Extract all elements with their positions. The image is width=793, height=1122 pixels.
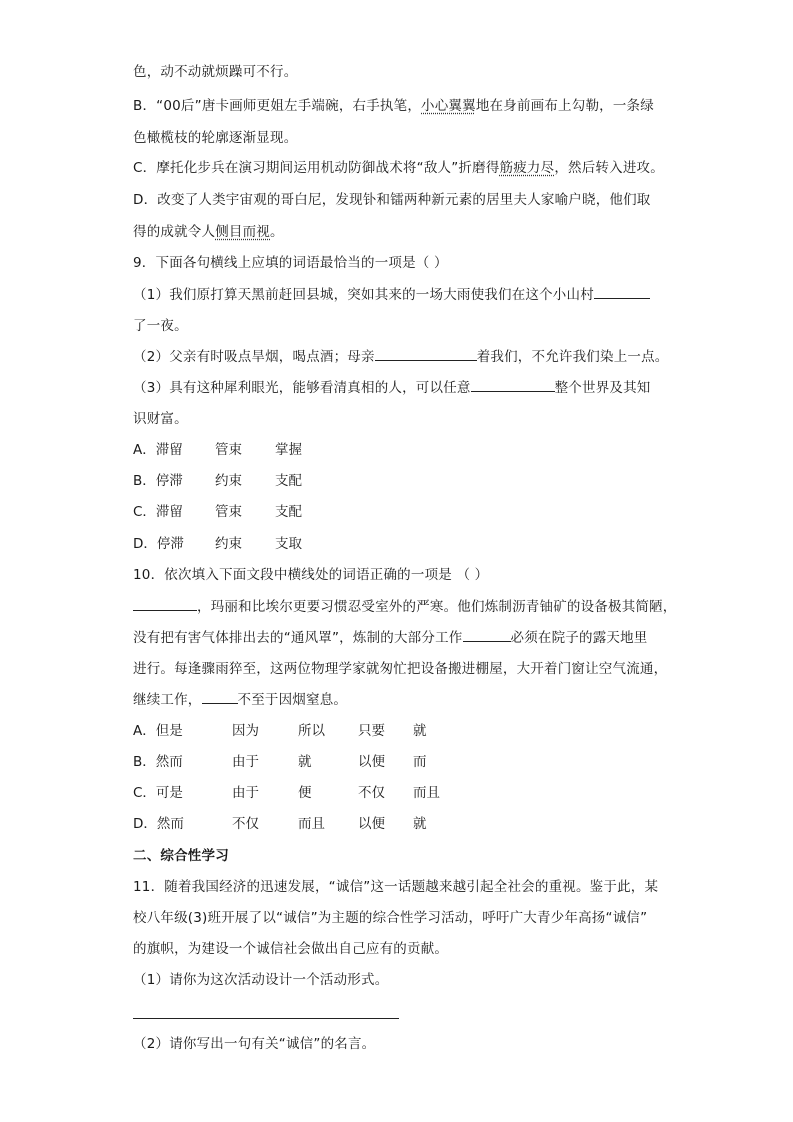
q10-option-c-word-4: 不仅 xyxy=(358,785,385,801)
q9-sentence-1-line-2: 了一夜。 xyxy=(133,318,188,334)
q10-option-d-word-2: 不仅 xyxy=(232,816,259,832)
q9-option-c-word-3: 支配 xyxy=(275,504,302,520)
q8-b-dotted-word: 小心翼翼 xyxy=(421,98,476,114)
q8-c-dotted-word: 筋疲力尽 xyxy=(499,160,555,176)
q9-s2-rest: 着我们，不允许我们染上一点。 xyxy=(476,349,669,365)
q8-c-text: C．摩托化步兵在演习期间运用机动防御战术将“敌人”折磨得 xyxy=(133,160,500,176)
q9-sentence-3 xyxy=(133,378,651,398)
q9-option-a-word-3: 掌握 xyxy=(275,442,302,458)
q10-option-b-word-3: 就 xyxy=(298,754,312,770)
q10-option-b-word-4: 以便 xyxy=(358,754,385,770)
q10-blank-2[interactable] xyxy=(463,628,511,642)
q10-option-a[interactable]: A．但是 xyxy=(133,723,183,739)
q9-blank-3[interactable] xyxy=(471,378,555,392)
q10-option-a-word-4: 只要 xyxy=(358,723,385,739)
q9-sentence-2 xyxy=(133,347,669,367)
q10-passage-line-3: 进行。每逢骤雨猝至，这两位物理学家就匆忙把设备搬进棚屋，大开着门窗让空气流通， xyxy=(133,661,668,677)
q8-option-d: D．改变了人类宇宙观的哥白尼，发现钋和镭两种新元素的居里夫人家喻户晓，他们取 xyxy=(133,192,651,208)
q10-p2-rest: 必须在院子的露天地里 xyxy=(510,630,648,646)
q10-option-c-word-3: 便 xyxy=(298,785,312,801)
q10-p1-text: ，玛丽和比埃尔更要习惯忍受室外的严寒。他们炼制沥青铀矿的设备极其简陋， xyxy=(197,599,677,615)
q10-passage-line-4 xyxy=(133,690,347,710)
q10-option-a-word-5: 就 xyxy=(413,723,427,739)
answer-line[interactable] xyxy=(133,1018,399,1019)
q8-line-1: 色，动不动就烦躁可不行。 xyxy=(133,64,298,80)
q9-blank-1[interactable] xyxy=(594,285,650,299)
q9-option-a-word-2: 管束 xyxy=(215,442,242,458)
q9-option-a[interactable]: A．滞留 xyxy=(133,442,183,458)
q10-passage-line-2 xyxy=(133,628,648,648)
q9-option-c-word-2: 管束 xyxy=(215,504,242,520)
q10-stem: 10．依次填入下面文段中横线处的词语正确的一项是 （ ） xyxy=(133,567,489,583)
q9-s2-text: （2）父亲有时吸点旱烟，喝点酒；母亲 xyxy=(133,349,375,365)
q9-blank-2[interactable] xyxy=(375,347,477,361)
q10-p2-text: 没有把有害气体排出去的“通风罩”，炼制的大部分工作 xyxy=(133,630,463,646)
q9-s3-text: （3）具有这种犀利眼光，能够看清真相的人，可以任意 xyxy=(133,380,471,396)
q8-c-rest: ，然后转入进攻。 xyxy=(554,160,664,176)
q10-blank-1[interactable] xyxy=(133,597,197,611)
q9-option-d[interactable]: D．停滞 xyxy=(133,536,184,552)
q9-option-b[interactable]: B．停滞 xyxy=(133,473,183,489)
section-heading: 二、综合性学习 xyxy=(133,848,229,864)
q10-option-d-word-4: 以便 xyxy=(358,816,385,832)
q10-p4-text: 继续工作， xyxy=(133,692,202,708)
q9-option-d-word-2: 约束 xyxy=(215,536,242,552)
q10-option-d-word-5: 就 xyxy=(413,816,427,832)
q9-stem: 9．下面各句横线上应填的词语最恰当的一项是（ ） xyxy=(133,255,448,271)
q8-d-text: 得的成就令人 xyxy=(133,224,216,240)
q9-option-b-word-2: 约束 xyxy=(215,473,242,489)
q9-option-d-word-3: 支取 xyxy=(275,536,302,552)
q10-option-c-word-2: 由于 xyxy=(232,785,259,801)
q10-option-a-word-2: 因为 xyxy=(232,723,259,739)
q10-option-c[interactable]: C．可是 xyxy=(133,785,183,801)
q8-option-b-line-2: 色橄榄枝的轮廓逐渐显现。 xyxy=(133,130,298,146)
q9-sentence-3-line-2: 识财富。 xyxy=(133,411,188,427)
q10-option-d[interactable]: D．然而 xyxy=(133,816,184,832)
q8-b-rest: 地在身前画布上勾勒，一条绿 xyxy=(475,98,654,114)
q10-option-b-word-5: 而 xyxy=(413,754,427,770)
q9-option-b-word-3: 支配 xyxy=(275,473,302,489)
q11-stem-line-2: 校八年级(3)班开展了以“诚信”为主题的综合性学习活动，呼吁广大青少年高扬“诚信” xyxy=(133,910,648,926)
q9-s1-text: （1）我们原打算天黑前赶回县城，突如其来的一场大雨使我们在这个小山村 xyxy=(133,287,594,303)
q8-b-text: B．“00后”唐卡画师更姐左手端碗，右手执笔， xyxy=(133,98,422,114)
q10-option-d-word-3: 而且 xyxy=(298,816,325,832)
q8-option-b xyxy=(133,96,654,116)
q8-option-c xyxy=(133,158,664,178)
q10-blank-3[interactable] xyxy=(202,690,238,704)
q11-stem-line-1: 11．随着我国经济的迅速发展，“诚信”这一话题越来越引起全社会的重视。鉴于此，某 xyxy=(133,879,659,895)
q10-option-a-word-3: 所以 xyxy=(298,723,325,739)
q9-option-c[interactable]: C．滞留 xyxy=(133,504,183,520)
q9-sentence-1 xyxy=(133,285,650,305)
q10-option-c-word-5: 而且 xyxy=(413,785,440,801)
q10-passage-line-1 xyxy=(133,597,677,617)
q11-sub-question-1: （1）请你为这次活动设计一个活动形式。 xyxy=(133,972,389,988)
q10-p4-rest: 不至于因烟窒息。 xyxy=(237,692,348,708)
q8-d-dotted-word: 侧目而视 xyxy=(215,224,271,240)
q9-s3-rest: 整个世界及其知 xyxy=(554,380,651,396)
q10-option-b[interactable]: B．然而 xyxy=(133,754,183,770)
q11-sub-question-2: （2）请你写出一句有关“诚信”的名言。 xyxy=(133,1036,376,1052)
q11-stem-line-3: 的旗帜，为建设一个诚信社会做出自己应有的贡献。 xyxy=(133,941,449,957)
q10-option-b-word-2: 由于 xyxy=(232,754,259,770)
q8-option-d-line-2 xyxy=(133,222,284,242)
q8-d-rest: 。 xyxy=(270,224,284,240)
